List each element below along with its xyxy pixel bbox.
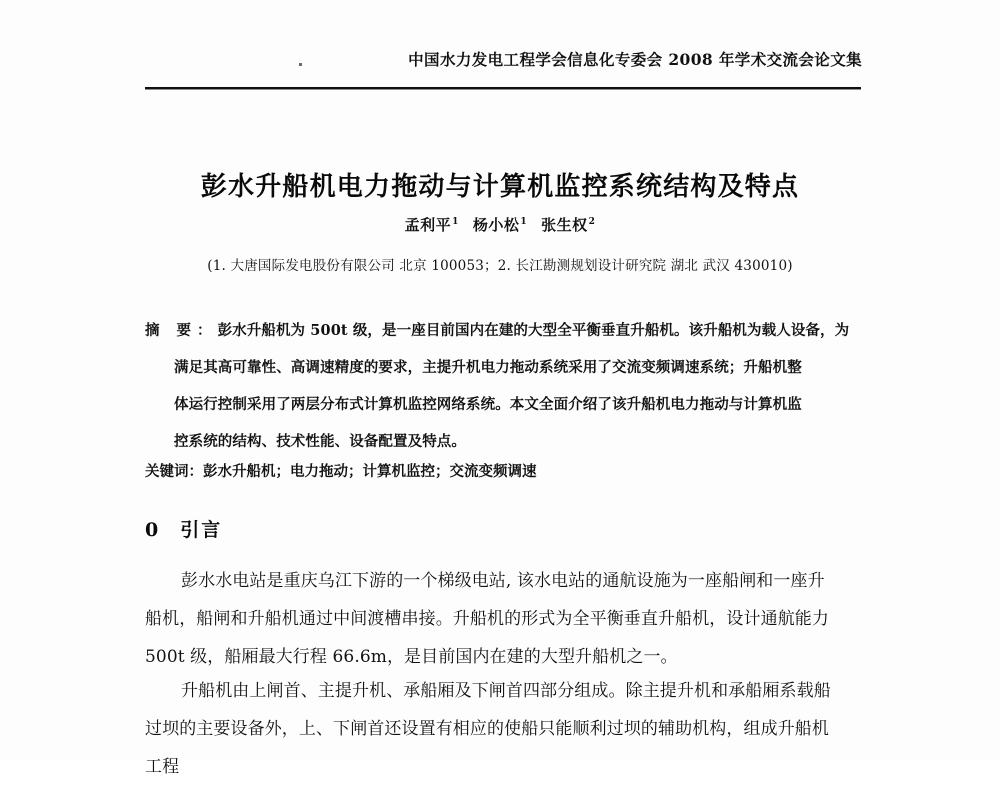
- body-line-clipped: [145, 748, 867, 777]
- author-entry: [541, 216, 595, 234]
- author-entry: [473, 216, 527, 234]
- abstract-text: 满足其高可靠性、高调速精度的要求，主提升机电力拖动系统采用了交流变频调速系统；升船机整: [174, 359, 802, 376]
- body-line: [145, 562, 867, 600]
- abstract-block: [145, 312, 865, 460]
- body-text: 过坝的主要设备外，上、下闸首还设置有相应的使船只能顺利过坝的辅助机构，组成升船机: [145, 719, 829, 739]
- abstract-line: [145, 423, 865, 460]
- body-text: 工程: [145, 757, 180, 777]
- abstract-line: [145, 386, 865, 423]
- keywords-label: 关键词：: [145, 463, 203, 480]
- body-text: 彭水水电站是重庆乌江下游的一个梯级电站, 该水电站的通航设施为一座船闸和一座升: [181, 571, 825, 591]
- author-name: 杨小松: [472, 216, 520, 234]
- keywords-block: [145, 462, 865, 482]
- abstract-text: 体运行控制采用了两层分布式计算机监控网络系统。本文全面介绍了该升船机电力拖动与计算机监: [174, 396, 802, 413]
- running-header-title: 中国水力发电工程学会信息化专委会 2008 年学术交流会论文集: [408, 50, 862, 69]
- abstract-line: [145, 312, 865, 349]
- author-affiliations: (1. 大唐国际发电股份有限公司 北京 100053；2. 长江勘测规划设计研究院 湖北 武汉 430010): [207, 258, 793, 274]
- page-header: [0, 52, 1000, 92]
- author-affiliation-mark: 1: [520, 217, 528, 227]
- body-line: [145, 672, 867, 710]
- section-title: 引言: [180, 519, 223, 541]
- section-heading-0: [145, 518, 222, 543]
- header-divider-rule-shadow: [145, 89, 861, 90]
- body-line: [145, 600, 867, 638]
- keywords-text: 彭水升船机；电力拖动；计算机监控；交流变频调速: [203, 463, 537, 480]
- author-name: 孟利平: [404, 216, 452, 234]
- body-paragraph: [145, 562, 867, 676]
- section-number: 0: [145, 519, 159, 541]
- author-name: 张生权: [541, 216, 588, 234]
- body-line: [145, 710, 867, 748]
- paper-title: 彭水升船机电力拖动与计算机监控系统结构及特点: [200, 172, 800, 203]
- body-paragraph: [145, 672, 867, 777]
- abstract-text: 彭水升船机为 500t 级，是一座目前国内在建的大型全平衡垂直升船机。该升船机为载人设备，为: [217, 322, 850, 339]
- body-text: 升船机由上闸首、主提升机、承船厢及下闸首四部分组成。除主提升机和承船厢系载船: [181, 681, 831, 701]
- author-affiliation-mark: 1: [452, 217, 459, 227]
- body-text: 500t 级，船厢最大行程 66.6m，是目前国内在建的大型升船机之一。: [145, 647, 678, 667]
- author-affiliation-mark: 2: [588, 217, 596, 227]
- abstract-line: [145, 349, 865, 386]
- body-text: 船机，船闸和升船机通过中间渡槽串接。升船机的形式为全平衡垂直升船机，设计通航能力: [145, 609, 829, 629]
- body-line: [145, 638, 867, 676]
- scan-artifact-speck: [299, 63, 302, 66]
- author-entry: [405, 216, 459, 234]
- abstract-label: 摘 要：: [145, 322, 218, 339]
- abstract-text: 控系统的结构、技术性能、设备配置及特点。: [174, 433, 466, 450]
- author-list: [0, 216, 1000, 236]
